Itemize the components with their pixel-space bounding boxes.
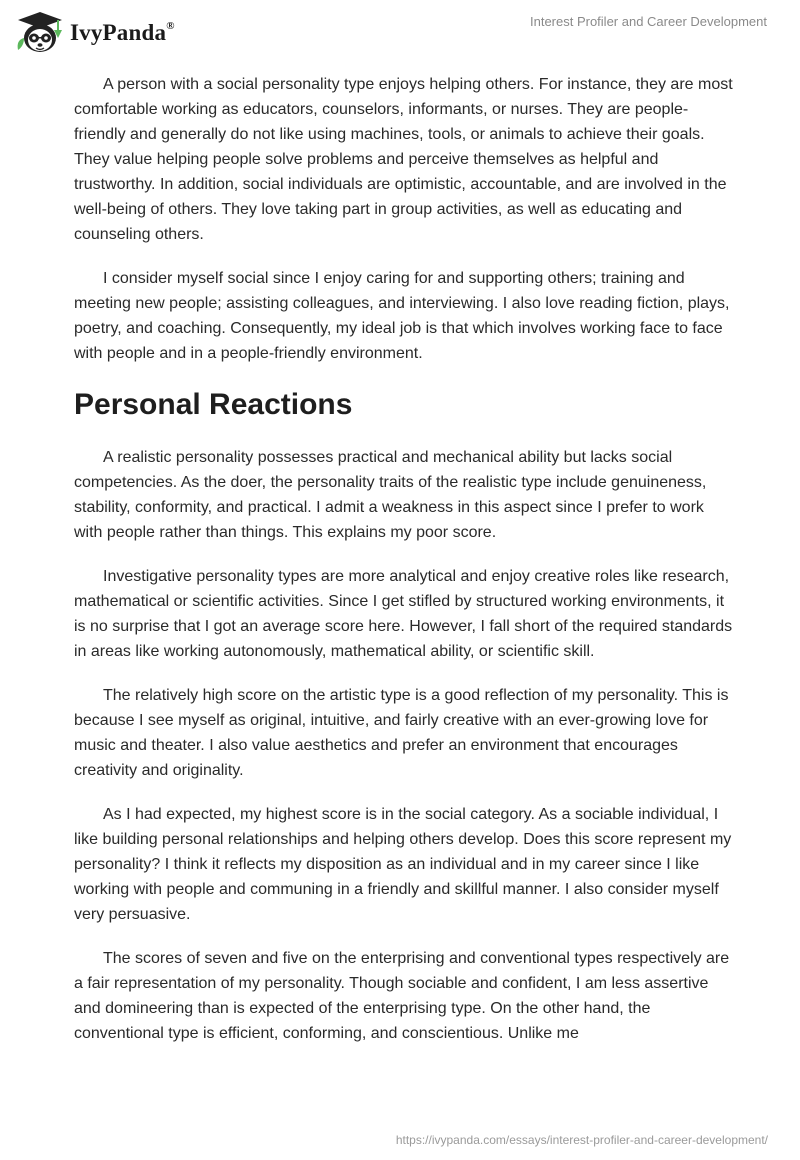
panda-graduate-icon [14,10,66,56]
document-title: Interest Profiler and Career Development [529,14,767,29]
brand-name: IvyPanda® [70,20,175,45]
paragraph: The scores of seven and five on the enterprising and conventional types respectively are a fair representation of my personality. Though sociable and confident, I am less assertive and domineering than is expected of the enterprising type. On the other hand, the conventional type is efficient, conforming, and conscientious. Unlike me [74,950,730,1042]
source-url-link[interactable]: https://ivypanda.com/essays/interest-profiler-and-career-development/ [395,1133,768,1147]
paragraph: As I had expected, my highest score is in the social category. As a sociable individual, I like building personal relationships and helping others develop. Does this score represent my personality? I think it reflects my disposition as an individual and in my career since I like working with people and communing in a friendly and skillful manner. I also consider myself very persuasive. [74,806,732,923]
paragraph: I consider myself social since I enjoy caring for and supporting others; training and meeting new people; assisting colleagues, and interviewing. I also love reading fiction, plays, poetry, and coaching. Consequently, my ideal job is that which involves working face to face with people and in a people-friendly environment. [74,270,730,362]
essay-content [74,72,734,1065]
page-header [0,0,800,64]
brand-logo[interactable] [14,10,175,56]
paragraph: A realistic personality possesses practical and mechanical ability but lacks social competencies. As the doer, the personality traits of the realistic type include genuineness, stability, conformity, and practical. I admit a weakness in this aspect since I prefer to work with people rather than things. This explains my poor score. [74,449,707,541]
paragraph: The relatively high score on the artistic type is a good reflection of my personality. This is because I see myself as original, intuitive, and fairly creative with an ever-growing love for music and theater. I also value aesthetics and prefer an environment that encourages creativity and originality. [74,687,729,779]
section-heading: Personal Reactions [74,388,353,421]
paragraph: Investigative personality types are more analytical and enjoy creative roles like research, mathematical or scientific activities. Since I get stifled by structured working environments, it is no surprise that I got an average score here. However, I fall short of the required standards in areas like working autonomously, mathematical ability, or scientific skill. [74,568,733,660]
paragraph: A person with a social personality type enjoys helping others. For instance, they are most comfortable working as educators, counselors, informants, or nurses. They are people-friendly and generally do not like using machines, tools, or animals to achieve their goals. They value helping people solve problems and perceive themselves as helpful and trustworthy. In addition, social individuals are optimistic, accountable, and are involved in the well-being of others. They love taking part in group activities, as well as educating and counseling others. [74,76,733,243]
